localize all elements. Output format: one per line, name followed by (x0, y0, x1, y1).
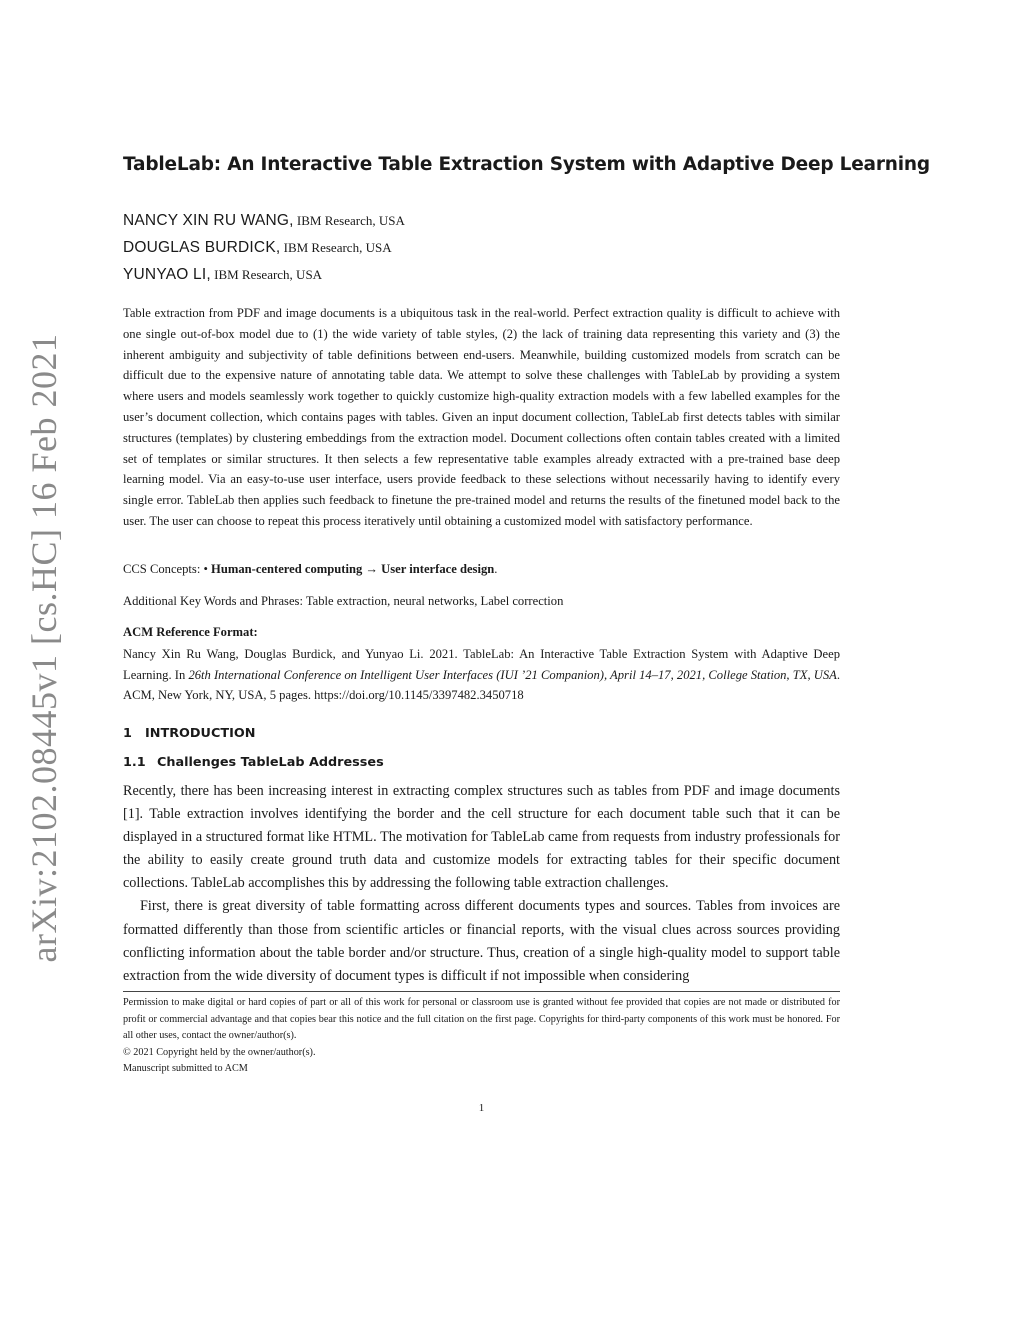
subsection-heading (123, 755, 384, 770)
acm-reference (123, 644, 840, 706)
manuscript-notice: Manuscript submitted to ACM (123, 1063, 248, 1075)
paper-title: TableLab: An Interactive Table Extraction System with Adaptive Deep Learning (123, 154, 930, 175)
acm-reference-tail: . ACM, New York, NY, USA, 5 pages. https://doi.org/10.1145/3397482.3450718 (123, 667, 840, 703)
ccs-label: CCS Concepts: • (123, 562, 212, 576)
acm-reference-venue: 26th International Conference on Intelligent User Interfaces (IUI ’21 Companion), April 14–17, 2021, College Station, TX, USA (188, 667, 837, 682)
author-name: NANCY XIN RU WANG, (123, 212, 294, 229)
subsection-title: Challenges TableLab Addresses (157, 755, 384, 770)
ccs-subconcept: User interface design (381, 562, 495, 576)
footnote (123, 995, 840, 1078)
acm-reference-text: Nancy Xin Ru Wang, Douglas Burdick, and Yunyao Li. 2021. TableLab: An Interactive Table Extraction System with Adaptive Deep Learning. In (123, 647, 840, 682)
author-3 (123, 266, 322, 284)
footnote-divider (123, 991, 840, 992)
arxiv-identifier: arXiv:2102.08445v1 [cs.HC] 16 Feb 2021 (24, 333, 64, 963)
abstract: Table extraction from PDF and image documents is a ubiquitous task in the real-world. Perfect extraction quality is difficult to achieve with one single out-of-box model due to (1) the wide variety of table styles, (2) the lack of training data representing this variety and (3) the inherent ambiguity and subjectivity of table definitions between end-users. Meanwhile, building customized models from scratch can be difficult due to the expensive nature of annotating table data. We attempt to solve these challenges with TableLab by providing a system where users and models seamlessly work together to quickly customize high-quality extraction models with a few labelled examples for the user’s document collection, which contains pages with tables. Given an input document collection, TableLab first detects tables with similar structures (templates) by clustering embeddings from the extraction model. Document collections often contain tables created with a limited set of templates or similar structures. It then selects a few representative table examples already extracted with a pre-trained base deep learning model. Via an easy-to-use user interface, users provide feedback to these selections without necessarily having to identify every single error. TableLab then applies such feedback to finetune the pre-trained model and returns the results of the finetuned model back to the user. The user can choose to repeat this process iteratively until obtaining a customized model with satisfactory performance. (123, 306, 840, 528)
subsection-number: 1.1 (123, 755, 146, 770)
section-title: INTRODUCTION (145, 726, 256, 741)
author-affiliation: IBM Research, USA (293, 213, 405, 228)
author-1 (123, 212, 405, 230)
ccs-end: . (494, 562, 498, 576)
introduction-body (123, 780, 840, 988)
ccs-concept: Human-centered computing (211, 562, 363, 576)
ccs-arrow: → (362, 562, 382, 576)
author-name: YUNYAO LI, (123, 266, 211, 283)
acm-reference-heading: ACM Reference Format: (123, 625, 258, 639)
ccs-concepts (123, 562, 840, 577)
keywords: Additional Key Words and Phrases: Table extraction, neural networks, Label correction (123, 594, 564, 608)
author-affiliation: IBM Research, USA (280, 240, 392, 255)
paragraph: First, there is great diversity of table formatting across different documents types and sources. Tables from invoices are formatted differently than those from scientific articles or financial reports, with the visual clues across sources providing conflicting information about the table border and/or structure. Thus, creation of a single high-quality model to support table extraction from the wide diversity of document types is difficult if not impossible when considering (123, 898, 840, 984)
section-number: 1 (123, 726, 132, 741)
author-2 (123, 239, 392, 257)
page-number: 1 (478, 1102, 485, 1114)
copyright-notice: © 2021 Copyright held by the owner/author(s). (123, 1046, 316, 1058)
author-name: DOUGLAS BURDICK, (123, 239, 281, 256)
permission-notice: Permission to make digital or hard copies of part or all of this work for personal or classroom use is granted without fee provided that copies are not made or distributed for profit or commercial advantage and that copies bear this notice and the full citation on the first page. Copyrights for third-party components of this work must be honored. For all other uses, contact the owner/author(s). (123, 997, 840, 1042)
author-affiliation: IBM Research, USA (210, 267, 323, 282)
section-heading (123, 726, 255, 741)
paragraph: Recently, there has been increasing interest in extracting complex structures such as tables from PDF and image documents [1]. Table extraction involves identifying the border and the cell structure for each document table such that it can be displayed in a structured format like HTML. The motivation for TableLab came from requests from industry professionals for the ability to easily create ground truth data and customize models for extracting tables for their specific document collections. TableLab accomplishes this by addressing the following table extraction challenges. (123, 783, 840, 892)
